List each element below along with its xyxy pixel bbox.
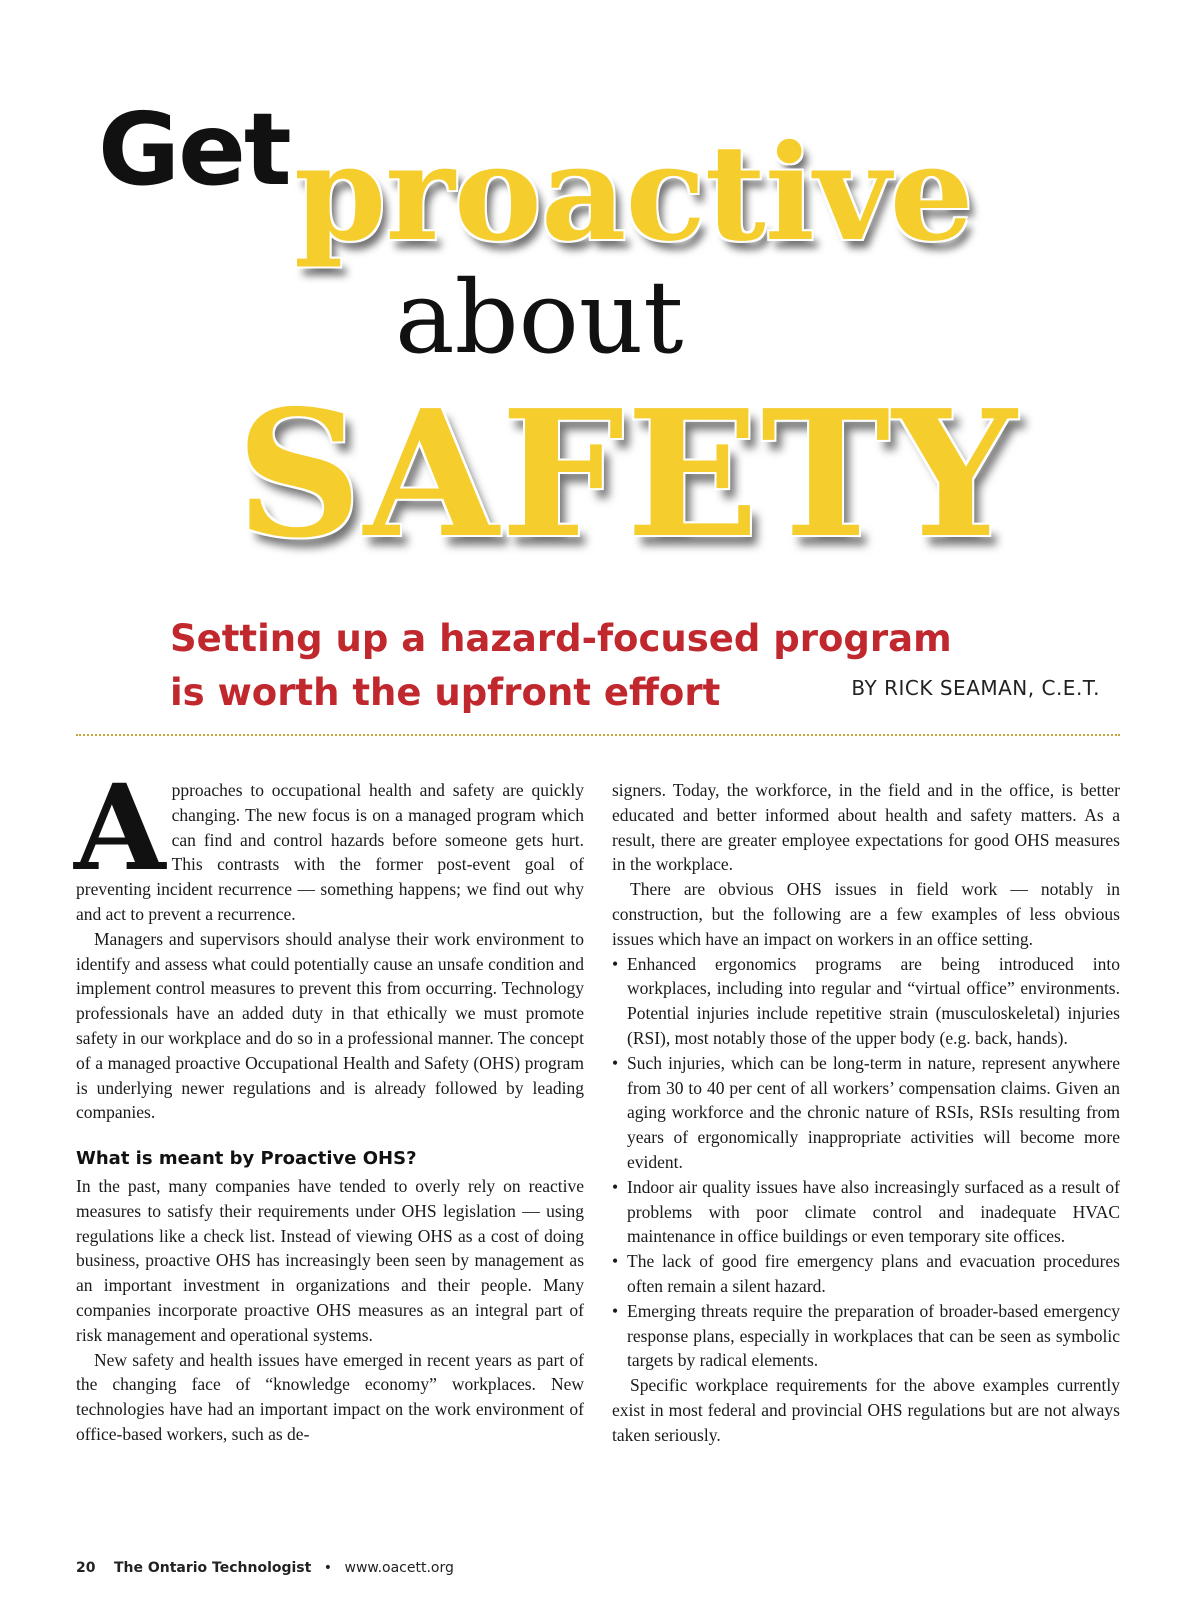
bullet-item: • Enhanced ergonomics programs are being introduced into workplaces, including into regular and “virtual office” environments. Potential injuries include repetitive strain (musculoskeletal) injuries (RSI), most notably those of the upper body (e.g. back, hands). (612, 952, 1120, 1051)
website-url: www.oacett.org (344, 1560, 454, 1576)
paragraph: Managers and supervisors should analyse their work environment to identify and assess what could potentially cause an unsafe condition and implement control measures to prevent this from occurring. Technology professionals have an added duty in that ethically we must promote safety in our workplace and do so in a professional manner. The concept of a managed proactive Occupational Health and Safety (OHS) program is underlying newer regulations and is already followed by leading companies. (76, 928, 584, 1123)
paragraph: signers. Today, the workforce, in the field and in the office, is better educated and better informed about health and safety matters. As a result, there are greater employee expectations for good OHS measures in the workplace. (612, 780, 1120, 875)
paragraph: New safety and health issues have emerged in recent years as part of the changing face of “knowledge economy” workplaces. New technologies have had an important impact on the work environment of office-based workers, such as de- (76, 1349, 584, 1444)
intro-paragraph (74, 758, 584, 927)
article-column-right (612, 778, 1120, 1448)
title-word-about: about (395, 259, 684, 376)
dotted-divider (76, 734, 1120, 736)
bullet-item: • Such injuries, which can be long-term in nature, represent anywhere from 30 to 40 per cent of all workers’ compensation claims. Given an aging workforce and the chronic nature of RSIs, RSIs resulting from years of ergonomically inappropriate activities will become more evident. (612, 1051, 1120, 1175)
publication-name: The Ontario Technologist (113, 1560, 312, 1576)
deck-subtitle (170, 612, 952, 720)
deck-line-1: Setting up a hazard-focused program (170, 617, 952, 660)
footer-separator: • (323, 1560, 333, 1576)
intro-text: pproaches to occupational health and safety are quickly changing. The new focus is on a managed program which can find and control hazards before someone gets hurt. This contrasts with the former post-event goal of preventing incident recurrence — something happens; we find out why and act to prevent a recurrence. (76, 780, 584, 924)
drop-cap: A (74, 758, 166, 897)
paragraph: In the past, many companies have tended to overly rely on reactive measures to satisfy their requirements under OHS legislation — using regulations like a check list. Instead of viewing OHS as a cost of doing business, proactive OHS has increasingly been seen by management as an important investment in organizations and their people. Many companies incorporate proactive OHS measures as an integral part of risk management and operational systems. (76, 1175, 584, 1345)
bullet-item: • Indoor air quality issues have also increasingly surfaced as a result of problems with poor climate control and inadequate HVAC maintenance in office buildings or even temporary site offices. (612, 1175, 1120, 1249)
title-word-safety: SAFETY (236, 373, 1019, 577)
page-footer (76, 1560, 454, 1576)
title-word-get: Get (98, 91, 290, 208)
deck-line-2: is worth the upfront effort (170, 671, 721, 714)
paragraph: There are obvious OHS issues in field work — notably in construction, but the following are a few examples of less obvious issues which have an impact on workers in an office setting. (612, 879, 1120, 949)
title-word-proactive: proactive (294, 116, 973, 271)
bullet-item: • Emerging threats require the preparation of broader-based emergency response plans, especially in workplaces that can be seen as symbolic targets by radical elements. (612, 1299, 1120, 1373)
author-byline: BY RICK SEAMAN, C.E.T. (851, 676, 1100, 700)
bullet-list (612, 952, 1120, 1374)
bullet-item: • The lack of good fire emergency plans and evacuation procedures often remain a silent hazard. (612, 1249, 1120, 1299)
article-column-left (74, 758, 584, 1447)
paragraph: Specific workplace requirements for the above examples currently exist in most federal and provincial OHS regulations but are not always taken seriously. (612, 1375, 1120, 1445)
page-number: 20 (76, 1560, 96, 1576)
section-heading: What is meant by Proactive OHS? (76, 1148, 417, 1170)
